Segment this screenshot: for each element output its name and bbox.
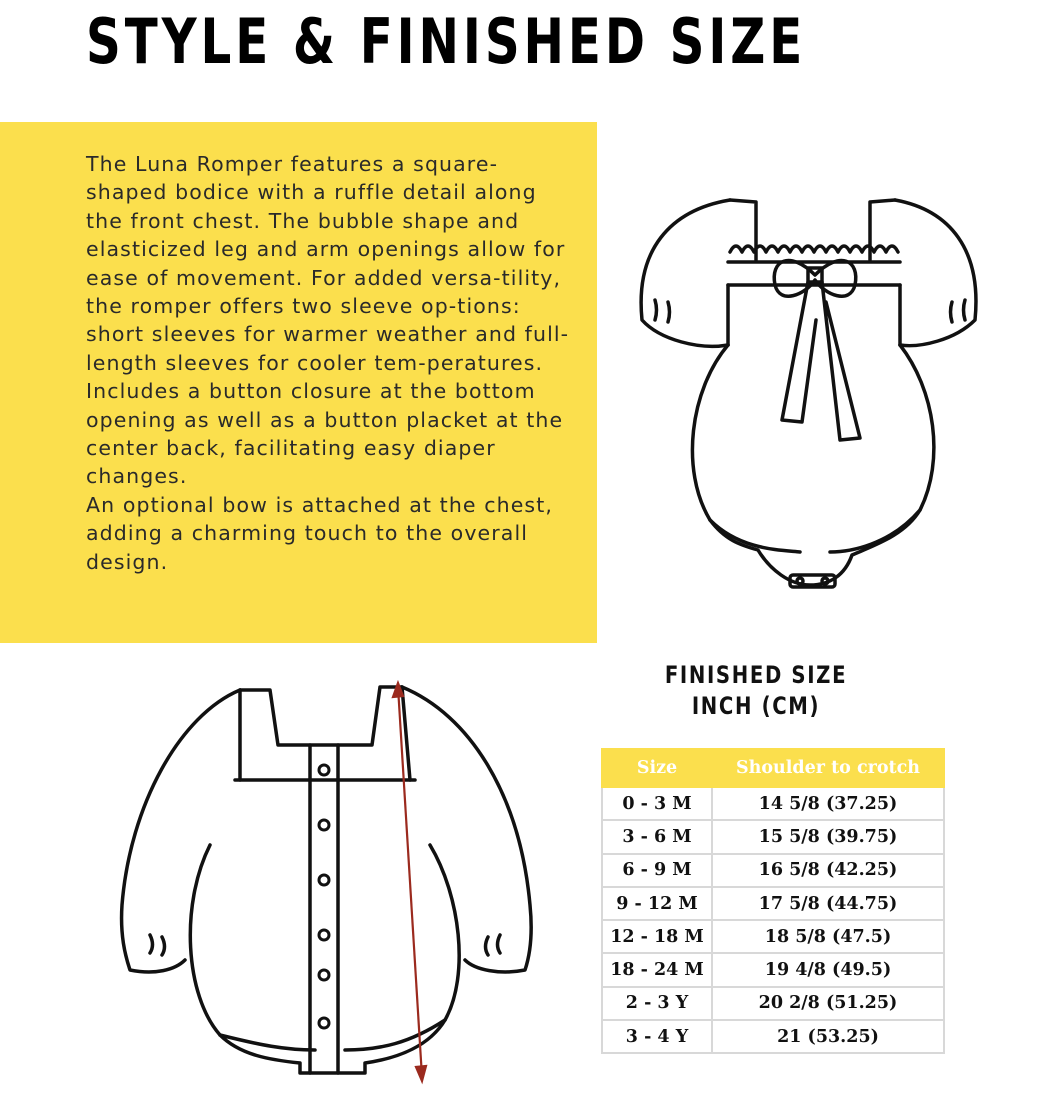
table-row (602, 854, 944, 887)
bow (774, 261, 856, 297)
measurement-cell: 20 2/8 (51.25) (712, 987, 944, 1020)
finished-size-units: INCH (CM) (691, 692, 821, 720)
button (319, 875, 329, 885)
back-neckline (240, 687, 402, 745)
table-row (602, 920, 944, 953)
button (319, 1018, 329, 1028)
right-long-sleeve (402, 687, 531, 972)
column-header-size: Size (602, 749, 712, 787)
button (319, 930, 329, 940)
measurement-cell: 17 5/8 (44.75) (712, 887, 944, 920)
size-cell: 3 - 6 M (602, 820, 712, 853)
description-text (86, 150, 576, 576)
button (319, 765, 329, 775)
measurement-cell: 18 5/8 (47.5) (712, 920, 944, 953)
column-header-shoulder-to-crotch: Shoulder to crotch (712, 749, 944, 787)
table-row (602, 987, 944, 1020)
size-cell: 12 - 18 M (602, 920, 712, 953)
measurement-cell: 15 5/8 (39.75) (712, 820, 944, 853)
finished-size-title: FINISHED SIZE (664, 661, 848, 689)
button (319, 970, 329, 980)
button (319, 820, 329, 830)
table-row (602, 887, 944, 920)
romper-back-illustration (110, 675, 555, 1085)
size-cell: 0 - 3 M (602, 787, 712, 820)
left-sleeve-outline (641, 200, 730, 346)
measurement-cell: 14 5/8 (37.25) (712, 787, 944, 820)
table-row (602, 953, 944, 986)
measurement-cell: 21 (53.25) (712, 1020, 944, 1053)
measurement-cell: 16 5/8 (42.25) (712, 854, 944, 887)
size-cell: 6 - 9 M (602, 854, 712, 887)
description-paragraph-1: The Luna Romper features a square-shaped bodice with a ruffle detail along the front chest. The bubble shape and elasticized leg and arm openings allow for ease of movement. For added versa-tility, the romper offers two sleeve op-tions: short sleeves for warmer weather and full-length sleeves for cooler tem-peratures. (86, 152, 570, 375)
body-outline (692, 345, 933, 585)
size-cell: 9 - 12 M (602, 887, 712, 920)
table-header-row (602, 749, 944, 787)
size-cell: 2 - 3 Y (602, 987, 712, 1020)
measurement-cell: 19 4/8 (49.5) (712, 953, 944, 986)
size-cell: 3 - 4 Y (602, 1020, 712, 1053)
right-sleeve-outline (895, 200, 976, 346)
table-row (602, 787, 944, 820)
table-row (602, 1020, 944, 1053)
table-row (602, 820, 944, 853)
romper-front-illustration (630, 190, 1010, 600)
size-cell: 18 - 24 M (602, 953, 712, 986)
description-paragraph-3: An optional bow is attached at the chest, adding a charming touch to the overall design. (86, 492, 553, 574)
page-title: STYLE & FINISHED SIZE (86, 5, 807, 78)
button-placket (310, 745, 338, 1073)
description-paragraph-2: Includes a button closure at the bottom opening as well as a button placket at the center back, facilitating easy diaper changes. (86, 379, 564, 489)
finished-size-heading (606, 660, 906, 722)
measurement-arrow (393, 683, 426, 1081)
size-chart-table (601, 748, 945, 1054)
ruffle (730, 246, 898, 252)
left-long-sleeve (122, 690, 240, 972)
